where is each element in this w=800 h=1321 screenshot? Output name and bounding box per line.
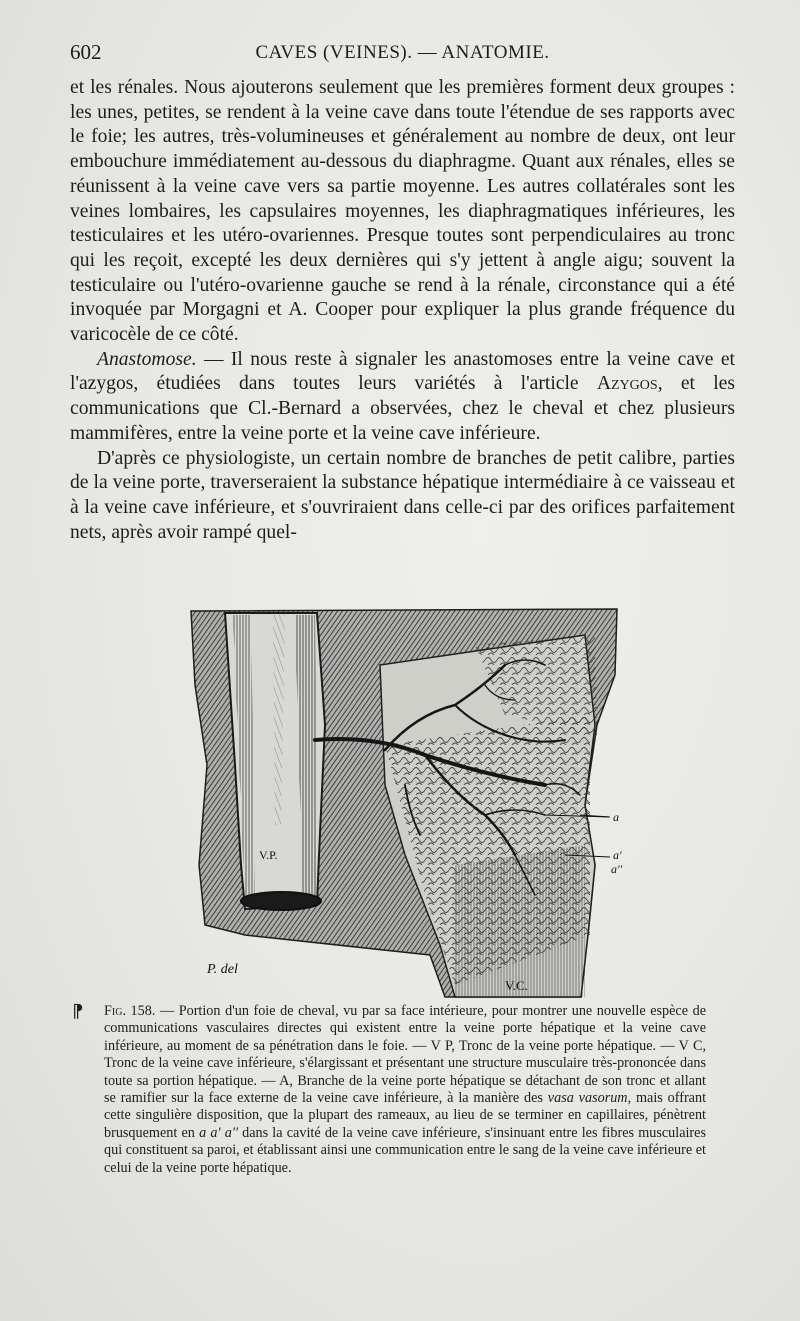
paragraph-2-text-b: , et les communications que Cl.-Bernard a observées, chez le cheval et chez plusieurs mammifères, entre la veine porte et la veine cave inférieure.	[70, 373, 735, 444]
anatomical-engraving	[185, 605, 625, 1000]
cross-reference-term: Azygos	[596, 373, 658, 395]
artist-signature: P. del	[207, 962, 238, 977]
paragraph-3: D'après ce physiologiste, un certain nombre de branches de petit calibre, parties de la veine porte, traverseraient la substance hépatique intermédiaire à ce vaisseau et à la veine cave inférieure, et s'ouvriraient dans celle-ci par des orifices parfaitement nets, après avoir rampé quel-	[70, 447, 735, 543]
label-a-double-prime: a''	[611, 862, 623, 876]
figure-number: Fig. 158.	[104, 1003, 156, 1019]
pilcrow-mark: ⁋	[72, 1001, 84, 1021]
section-lead: Anastomose.	[97, 348, 197, 370]
page-header	[70, 40, 735, 70]
paragraph-2-text-a: — Il nous reste à signaler les anastomoses entre la veine cave et l'azygos, étudiées dans toutes leurs variétés à l'article	[70, 348, 735, 395]
caption-italic-2: a a' a''	[199, 1124, 238, 1141]
body-text	[70, 76, 735, 545]
label-a-prime: a'	[613, 848, 622, 862]
caption-text-1: — Portion d'un foie de cheval, vu par sa face intérieure, pour montrer une nouvelle espèce de communications vasculaires directes qui existent entre la veine porte hépatique et la veine cave inférieure, au moment de sa pénétration dans le foie. — V P, Tronc de la veine porte hépatique. — V C, Tronc de la veine cave inférieure, s'élargissant et présentant une structure musculaire très-prononcée dans toute sa portion hépatique. — A, Branche de la veine porte hépatique se détachant de son tronc et allant se ramifier sur la face externe de la veine cave inférieure, à la manière des	[104, 1003, 706, 1107]
portal-vein-cut-end	[241, 892, 321, 910]
label-vc: V.C.	[505, 978, 528, 993]
caption-text-3: dans la cavité de la veine cave inférieure, s'insinuant entre les fibres musculaires qui constituent sa paroi, et établissant ainsi une communication entre le sang de la veine cave inférieure et celui de la veine porte hépatique.	[104, 1124, 706, 1176]
figure-caption	[72, 1001, 707, 1177]
caption-italic-1: vasa vasorum	[547, 1090, 628, 1107]
caption-text-2: , mais offrant cette singulière disposition, que la plupart des rameaux, au lieu de se terminer en capillaires, pénètrent brusquement en	[104, 1090, 707, 1141]
label-vp: V.P.	[259, 848, 278, 862]
label-a: a	[613, 810, 619, 824]
liver-vessels-illustration	[185, 605, 625, 1000]
paragraph-1: et les rénales. Nous ajouterons seulement que les premières forment deux groupes : les unes, petites, se rendent à la veine cave dans toute l'étendue de ses rapports avec le foie; les autres, très-volumineuses et généralement au nombre de deux, ont leur embouchure immédiatement au-dessous du diaphragme. Quant aux rénales, elles se réunissent à la veine cave vers sa partie moyenne. Les autres collatérales sont les veines lombaires, les capsulaires moyennes, les diaphragmatiques inférieures, les testiculaires et les utéro-ovariennes. Presque toutes sont perpendiculaires au tronc qui les reçoit, excepté les deux dernières qui s'y jettent à angle aigu; souvent la testiculaire ou l'utéro-ovarienne gauche se rend à la rénale, circonstance qui a été invoquée par Morgagni et A. Cooper pour expliquer la plus grande fréquence du varicocèle de ce côté.	[70, 77, 735, 346]
paragraph-2	[70, 348, 735, 447]
running-title: CAVES (VEINES). — ANATOMIE.	[255, 42, 550, 63]
page-number: 602	[70, 40, 102, 64]
